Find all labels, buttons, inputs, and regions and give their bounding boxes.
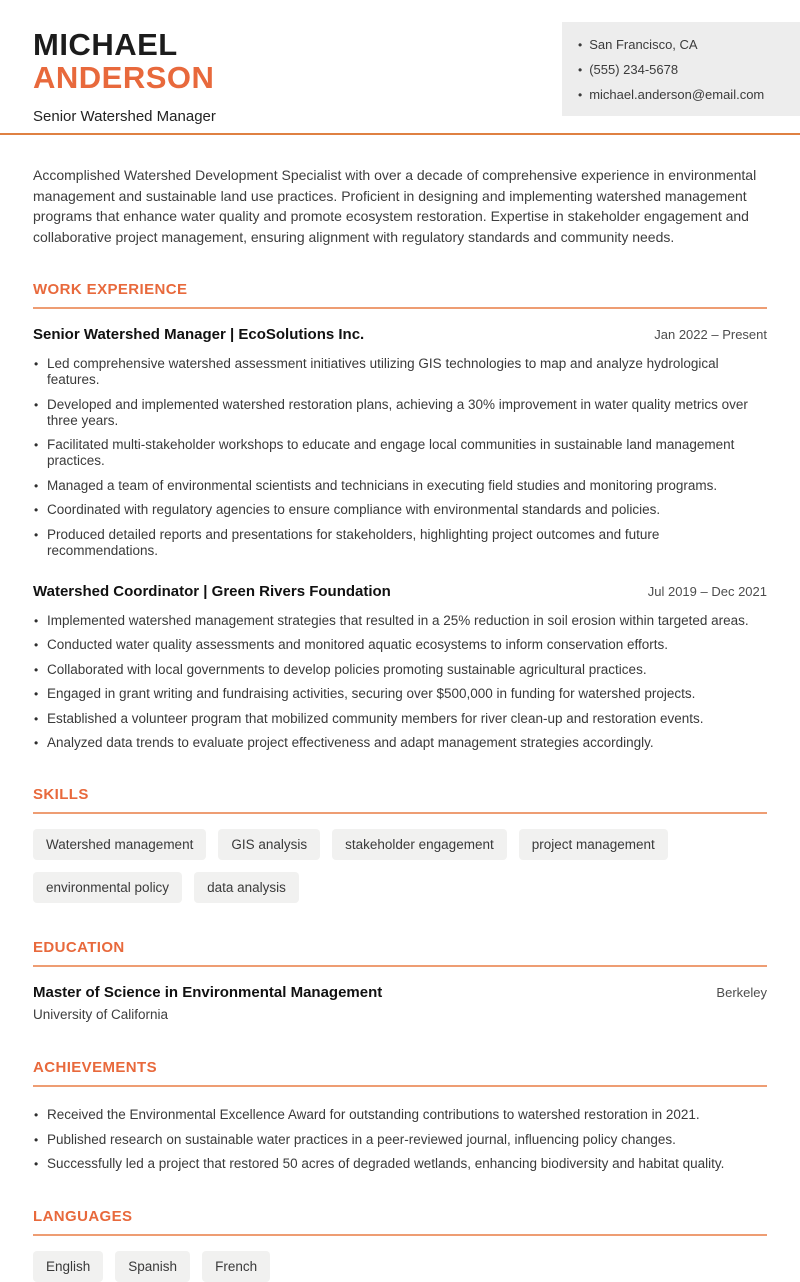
job-dates: Jan 2022 – Present (654, 327, 767, 342)
achievement-bullet: • Successfully led a project that restored 50 acres of degraded wetlands, enhancing biodiversity and habitat quality. (33, 1156, 767, 1172)
job-entry (33, 326, 767, 559)
header-divider (0, 133, 800, 135)
section-title-languages: LANGUAGES (33, 1208, 133, 1225)
resume-header (0, 0, 800, 133)
education-school: University of California (33, 1007, 169, 1022)
job-bullet: • Coordinated with regulatory agencies to ensure compliance with environmental standards and policies. (33, 502, 767, 518)
summary-paragraph: Accomplished Watershed Development Specialist with over a decade of comprehensive experience in environmental management and sustainable land use practices. Proficient in designing and implementing watershed management programs that enhance water quality and promote ecosystem restoration. Expertise in stakeholder engagement and collaborative project management, ensuring alignment with regulatory standards and community needs. (33, 167, 757, 245)
job-bullet: • Established a volunteer program that mobilized community members for river clean-up and restoration events. (33, 711, 767, 727)
skill-tag: stakeholder engagement (332, 829, 507, 860)
section-skills (33, 786, 767, 903)
achievement-list (33, 1107, 767, 1172)
section-rule (33, 307, 767, 309)
section-title-education: EDUCATION (33, 939, 125, 956)
education-entry (33, 984, 767, 1022)
section-title-achievements: ACHIEVEMENTS (33, 1059, 157, 1076)
section-rule (33, 1085, 767, 1087)
contact-phone (578, 62, 784, 77)
job-bullet: • Produced detailed reports and presentations for stakeholders, highlighting project outcomes and future recommendations. (33, 527, 767, 559)
contact-email (578, 87, 784, 102)
job-bullet: • Developed and implemented watershed restoration plans, achieving a 30% improvement in water quality metrics over three years. (33, 397, 767, 429)
section-rule (33, 965, 767, 967)
job-header (33, 326, 767, 343)
section-languages (33, 1208, 767, 1282)
skill-tag: Watershed management (33, 829, 206, 860)
contact-location-text: San Francisco, CA (589, 37, 698, 52)
contact-location (578, 37, 784, 52)
job-dates: Jul 2019 – Dec 2021 (647, 583, 767, 599)
job-bullet: • Managed a team of environmental scientists and technicians in executing field studies and monitoring programs. (33, 478, 767, 494)
skill-tag: project management (519, 829, 668, 860)
job-bullet: • Facilitated multi-stakeholder workshops to educate and engage local communities in sustainable land management practices. (33, 437, 767, 469)
skill-tag: environmental policy (33, 872, 182, 903)
section-achievements (33, 1059, 767, 1172)
bullet-icon: • (578, 88, 583, 102)
achievement-bullet: • Published research on sustainable water practices in a peer-reviewed journal, influencing policy changes. (33, 1132, 767, 1148)
achievement-bullet: • Received the Environmental Excellence Award for outstanding contributions to watershed restoration in 2021. (33, 1107, 767, 1123)
language-tag: Spanish (115, 1251, 190, 1282)
language-tag: French (202, 1251, 270, 1282)
education-degree: Master of Science in Environmental Management (33, 984, 383, 1001)
job-bullet: • Led comprehensive watershed assessment initiatives utilizing GIS technologies to map and analyze hydrological features. (33, 356, 767, 388)
contact-phone-text: (555) 234-5678 (589, 62, 679, 77)
job-bullet: • Conducted water quality assessments and monitored aquatic ecosystems to inform conservation efforts. (33, 637, 767, 653)
education-location: Berkeley (716, 985, 767, 1000)
skill-tag: GIS analysis (218, 829, 320, 860)
section-rule (33, 812, 767, 814)
section-education (33, 939, 767, 1022)
contact-card (562, 22, 800, 116)
languages-tag-list (33, 1251, 767, 1282)
section-title-work-experience: WORK EXPERIENCE (33, 281, 188, 298)
job-entry (33, 583, 767, 752)
skill-tag: data analysis (194, 872, 299, 903)
education-header (33, 984, 767, 1001)
first-name: MICHAEL (33, 27, 178, 62)
job-bullet: • Engaged in grant writing and fundraising activities, securing over $500,000 in funding for watershed projects. (33, 686, 767, 702)
header-job-title: Senior Watershed Manager (33, 108, 216, 125)
job-bullet-list (33, 613, 767, 752)
section-work-experience (33, 281, 767, 751)
job-title: Senior Watershed Manager | EcoSolutions Inc. (33, 326, 365, 343)
resume-body (0, 165, 800, 1282)
section-title-skills: SKILLS (33, 786, 89, 803)
last-name: ANDERSON (33, 60, 215, 95)
job-bullet-list (33, 356, 767, 559)
job-bullet: • Implemented watershed management strategies that resulted in a 25% reduction in soil erosion within targeted areas. (33, 613, 767, 629)
bullet-icon: • (578, 38, 583, 52)
language-tag: English (33, 1251, 103, 1282)
section-rule (33, 1234, 767, 1236)
skills-tag-list (33, 829, 767, 903)
job-bullet: • Collaborated with local governments to develop policies promoting sustainable agricultural practices. (33, 662, 767, 678)
job-bullet: • Analyzed data trends to evaluate project effectiveness and adapt management strategies accordingly. (33, 735, 767, 751)
bullet-icon: • (578, 63, 583, 77)
job-header (33, 583, 767, 600)
job-title: Watershed Coordinator | Green Rivers Foundation (33, 582, 391, 600)
contact-email-text: michael.anderson@email.com (589, 87, 765, 102)
